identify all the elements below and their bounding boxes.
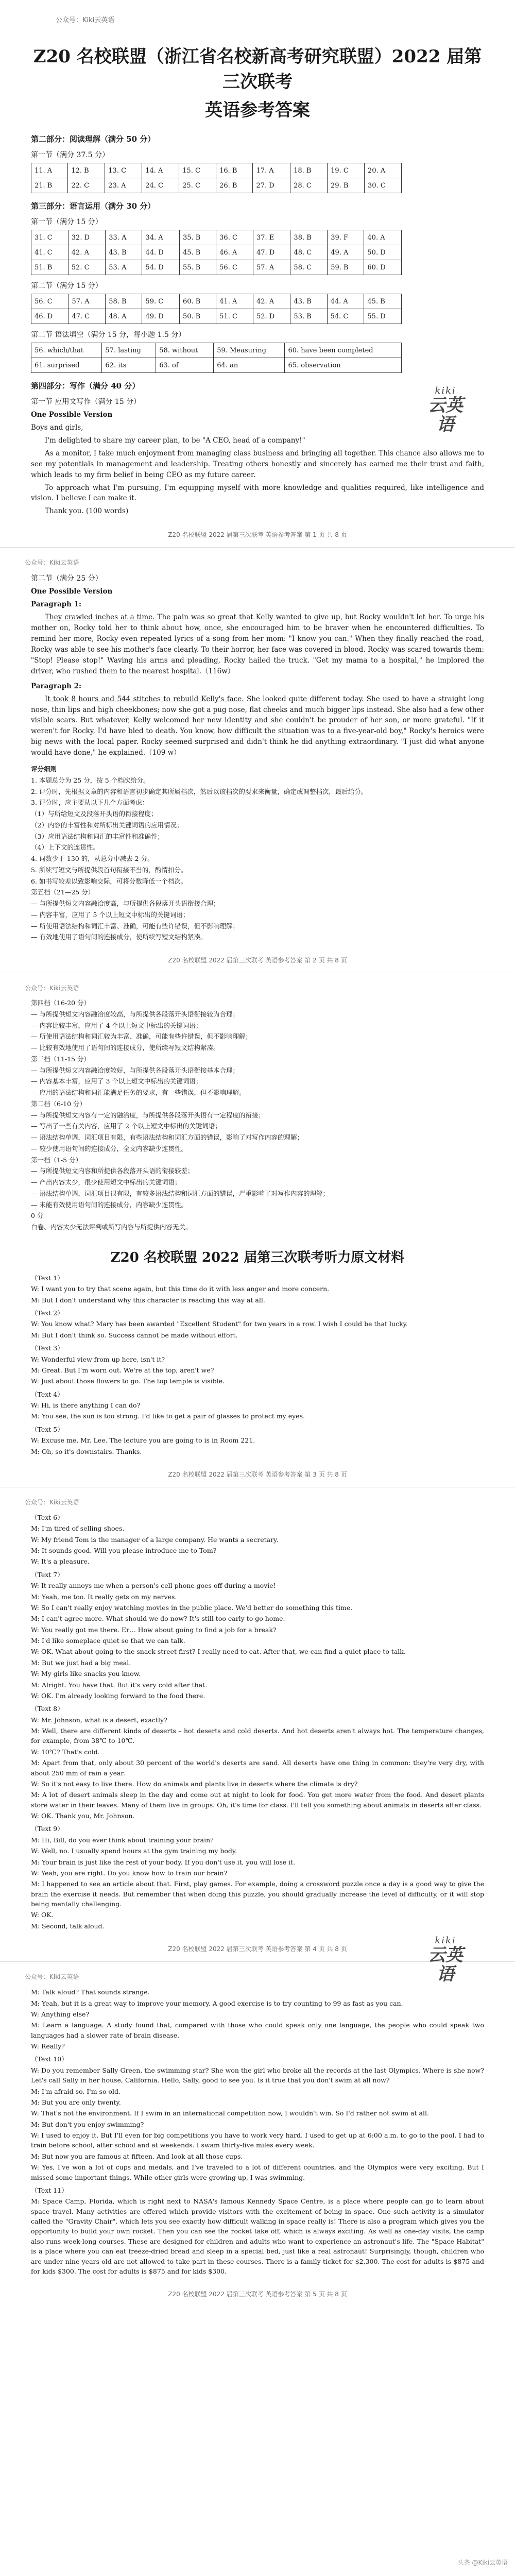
answer-cell: 41. C	[31, 245, 68, 260]
answer-cell: 57. A	[68, 294, 106, 309]
dialogue-line: W: So it's not easy to live there. How do animals and plants live in deserts where the climate is dry?	[31, 1780, 358, 1788]
answer-cell: 23. A	[105, 178, 142, 193]
answer-cell: 48. A	[106, 309, 142, 324]
continuation-paragraph-2	[31, 694, 484, 759]
answer-cell: 59. B	[328, 260, 364, 275]
answer-cell: 43. B	[290, 294, 327, 309]
answer-cell: 46. A	[216, 245, 253, 260]
dialogue-line: M: Apart from that, only about 30 percent of the world's deserts are sand. All deserts have one thing in common: they're very dry, with about 250 mm of rain a year.	[31, 1759, 484, 1777]
text-label: （Text 10）	[31, 2055, 68, 2063]
answer-cell: 59. C	[142, 294, 179, 309]
answer-cell: 52. D	[253, 309, 290, 324]
list-item: — 与所提供短文内容融洽度较好，与所提供各段落开头语衔接基本合理；	[31, 1066, 239, 1074]
list-item: — 语法结构单调，词汇项目有限，有些语法结构和词汇方面的错误，影响了对写作内容的理解；	[31, 1133, 303, 1142]
dialogue-line: W: It really annoys me when a person's cell phone goes off during a movie!	[31, 1582, 276, 1590]
answer-cell: 41. A	[216, 294, 253, 309]
paragraph-label: Paragraph 2:	[31, 682, 82, 690]
answer-cell: 58. B	[106, 294, 142, 309]
answer-cell: 49. A	[328, 245, 364, 260]
answer-cell: 52. C	[68, 260, 105, 275]
dialogue-line: W: Anything else?	[31, 2010, 90, 2018]
dialogue-line: M: It sounds good. Will you please introduce me to Tom?	[31, 1547, 217, 1554]
dialogue-line: M: Your brain is just like the rest of your body. If you don't use it, you will lose it.	[31, 1858, 296, 1866]
answer-cell: 63. of	[156, 358, 214, 373]
part4-section1: 第一节 应用文写作（满分 15 分）	[31, 398, 141, 406]
answer-cell: 29. B	[328, 178, 365, 193]
list-item: 3. 评分时，应主要从以下几个方面考虑：	[31, 799, 149, 807]
answer-cell: 50. D	[364, 245, 402, 260]
table-row	[31, 245, 402, 260]
answer-cell: 11. A	[31, 163, 68, 178]
dialogue-line: W: You know what? Mary has been awarded "Excellent Student" for two years in a row. I wish I could be that lucky.	[31, 1320, 408, 1328]
page-footer: Z20 名校联盟 2022 届第三次联考 英语参考答案 第 2 页 共 8 页	[168, 957, 347, 964]
text-label: （Text 6）	[31, 1513, 64, 1521]
text-label: （Text 9）	[31, 1825, 64, 1833]
list-item: — 内容比较丰富，应用了 4 个以上短文中标出的关键词语；	[31, 1021, 202, 1029]
answer-cell: 56. which/that	[31, 343, 102, 358]
answer-cell: 62. its	[102, 358, 156, 373]
answer-cell: 60. B	[179, 294, 216, 309]
page-footer: Z20 名校联盟 2022 届第三次联考 英语参考答案 第 3 页 共 8 页	[168, 1470, 347, 1478]
dialogue-line: W: My girls like snacks you know.	[31, 1670, 141, 1678]
list-item: — 与所提供短文内容有一定的融洽度，与所提供各段落开头语有一定程度的衔接；	[31, 1111, 265, 1119]
dialogue-line: W: You really got me there. Er… How about going to find a job for a break?	[31, 1625, 277, 1634]
watermark-text: 公众号：Kiki云英语	[56, 16, 115, 24]
answer-table-grammar	[31, 343, 402, 373]
answer-cell: 58. C	[290, 260, 328, 275]
paragraph-label: Paragraph 1:	[31, 600, 82, 609]
text-label: （Text 1）	[31, 1274, 64, 1282]
answer-cell: 58. without	[156, 343, 214, 358]
answer-cell: 60. D	[364, 260, 402, 275]
table-row	[31, 178, 402, 193]
dialogue-line: W: Just about those flowers to go. The top temple is visible.	[31, 1377, 225, 1385]
page-divider	[0, 547, 515, 548]
answer-cell: 18. B	[290, 163, 328, 178]
greeting: Boys and girls,	[31, 423, 83, 432]
dialogue-line: W: Yeah, you are right. Do you know how to train our brain?	[31, 1869, 228, 1877]
dialogue-line: W: Mr. Johnson, what is a desert, exactly?	[31, 1716, 167, 1724]
answer-cell: 44. A	[327, 294, 364, 309]
text-label: （Text 11）	[31, 2186, 68, 2194]
answer-cell: 45. B	[364, 294, 402, 309]
dialogue-line: M: I happened to see an article about that. First, play games. For example, doing a crossword puzzle once a day is a good way to give the brain the exercise it needs. But remember that when doing this puzzle, you should gradually increase the level of difficulty, or it will stop being mentally challenging.	[31, 1880, 484, 1908]
dialogue-line: M: Well, there are different kinds of deserts – hot deserts and cold deserts. And hot deserts aren't always hot. The temperature changes, for example, from 38℃ to 10℃.	[31, 1727, 484, 1745]
answer-cell: 47. C	[68, 309, 106, 324]
opening-sentence: It took 8 hours and 544 stitches to rebuild Kelly's face.	[45, 694, 244, 703]
list-item: — 与所提供短文内容融洽度高，与所提供各段落开头语衔接合理；	[31, 900, 220, 908]
answer-cell: 64. an	[214, 358, 285, 373]
dialogue-line: M: Alright. You have that. But it's very cold after that.	[31, 1681, 208, 1689]
table-row	[31, 294, 402, 309]
list-item: 第五档（21—25 分）	[31, 888, 95, 896]
answer-cell: 45. B	[179, 245, 216, 260]
dialogue-line: W: My friend Tom is the manager of a large company. He wants a secretary.	[31, 1535, 279, 1544]
dialogue-line: M: You see, the sun is too strong. I'd like to get a pair of glasses to protect my eyes.	[31, 1412, 305, 1420]
dialogue-line: W: Do you remember Sally Green, the swimming star? She won the girl who broke all the records at the last Olympics. Where is she now? Let's call Sally in her house, California. Hello, Sally, good to see you. Is it true that you don't swim at all now?	[31, 2066, 484, 2084]
dialogue-line: M: Great. But I'm worn out. We're at the top, aren't we?	[31, 1366, 214, 1374]
continuation-paragraph-1	[31, 612, 484, 677]
watermark-text: 公众号：Kiki云英语	[25, 985, 79, 992]
text-label: （Text 8）	[31, 1705, 64, 1713]
answer-cell: 51. B	[31, 260, 68, 275]
answer-cell: 43. B	[106, 245, 142, 260]
answer-cell: 50. B	[179, 309, 216, 324]
dialogue-line: M: Space Camp, Florida, which is right next to NASA's famous Kennedy Space Centre, is a place where people can go to learn about space travel. Many activities are offered which provide visitors with the excitement of being in space. One such activity is a simulator called the "Gravity Chair", which lets you see exactly how difficult walking in space really is! There is also a program which gives you the opportunity to build your own rocket. Then you can see the rocket take off, which is always exciting. As well as one-day visits, the camp also runs week-long courses. These are designed for children and adults who want to experience an astronaut's life. The "Space Habitat" is a place where you can eat freeze-dried bread and sleep in a special bed, just like a real astronaut! Surprisingly, though, children who are under nine years old are not allowed to take part in these courses. There is a family ticket for $2,300. The cost for adults is $875 and for kids $300. The cost for adults is $875 and for kids $300.	[31, 2197, 484, 2275]
answer-cell: 35. B	[179, 230, 216, 245]
answer-cell: 56. C	[216, 260, 253, 275]
list-item: 白卷、内容太少无法评判或所写内容与所提供内容无关。	[31, 1223, 192, 1231]
grading-levels	[31, 998, 484, 1232]
answer-cell: 38. B	[290, 230, 328, 245]
answer-cell: 55. B	[179, 260, 216, 275]
dialogue-line: M: Learn a language. A study found that, compared with those who could speak only one language, the people who could speak two languages had a slower rate of brain disease.	[31, 2021, 484, 2039]
list-item: — 所使用语法结构和词汇丰富、准确，可能有些许错误，但不影响理解；	[31, 922, 239, 930]
list-item: 第二档（6-10 分）	[31, 1099, 87, 1108]
answer-cell: 53. A	[106, 260, 142, 275]
dialogue-line: W: It's a pleasure.	[31, 1557, 90, 1566]
dialogue-line: W: So I can't really enjoy watching movies in the public place. We'd better do something this time.	[31, 1603, 353, 1612]
brand-logo: kiki 云英语	[428, 385, 463, 435]
answer-cell: 22. C	[68, 178, 105, 193]
dialogue-line: M: I'm afraid so. I'm so old.	[31, 2087, 121, 2095]
dialogue-line: W: I used to enjoy it. But I'll even for big competitions you have to work very hard. I used to get up at 6:00 a.m. to go to the pool. I had to train before school, after school and at weekends. I swam thirty-five miles every week.	[31, 2131, 484, 2149]
answer-cell: 28. C	[290, 178, 328, 193]
table-row	[31, 343, 402, 358]
answer-cell: 55. D	[364, 309, 402, 324]
list-item: — 应用的语法结构和词汇能满足任务的要求，有一些错误，但不影响理解。	[31, 1089, 246, 1097]
answer-cell: 51. C	[216, 309, 253, 324]
dialogue-line: M: A lot of desert animals sleep in the day and come out at night to look for food. You get more water from the food. And desert plants store water in their leaves. Many of them live in groups. Oh, it's time for class. I'll tell you something about animals in deserts after class.	[31, 1791, 484, 1809]
dialogue-line: W: That's not the environment. If I swim in an international competition now, I wouldn't win. So I'd rather not swim at all.	[31, 2109, 429, 2117]
dialogue-line: M: Yeah, but it is a great way to improve your memory. A good exercise is to try counting to 99 as fast as you can.	[31, 1999, 403, 2007]
list-item: （1）与所给短文及段落开头语的衔接程度；	[31, 810, 158, 818]
watermark-text: 公众号：Kiki云英语	[25, 559, 79, 567]
dialogue-line: M: But you are only twenty.	[31, 2098, 121, 2106]
part2-section1: 第一节（满分 37.5 分）	[31, 151, 110, 159]
dialogue-line: W: Really?	[31, 2042, 65, 2050]
answer-cell: 25. C	[179, 178, 216, 193]
answer-cell: 49. D	[142, 309, 179, 324]
answer-cell: 31. C	[31, 230, 68, 245]
answer-cell: 42. A	[253, 294, 290, 309]
answer-cell: 44. D	[142, 245, 179, 260]
brand-logo: kiki 云英语	[428, 1935, 463, 1985]
part2-heading: 第二部分：阅读理解（满分 50 分）	[31, 134, 156, 144]
watermark-text: 公众号：Kiki云英语	[25, 1973, 79, 1981]
dialogue-line: W: 10℃? That's cold.	[31, 1748, 100, 1756]
dialogue-line: W: OK. Thank you, Mr. Johnson.	[31, 1812, 135, 1820]
list-item: — 写出了一些有关内容，应用了 2 个以上短文中标出的关键词语；	[31, 1122, 221, 1130]
dialogue-line: M: I'm tired of selling shoes.	[31, 1524, 125, 1533]
dialogue-line: W: Yes, I've won a lot of cups and medals, and I've traveled to a lot of different countries, and the Olympics were very exciting. But I missed some important things. While other girls were growing up, I was swimming.	[31, 2163, 484, 2181]
list-item: 1. 本题总分为 25 分，按 5 个档次给分。	[31, 776, 150, 784]
list-item: — 与所提供短文内容融洽度较高，与所提供各段落开头语衔接较为合理；	[31, 1010, 239, 1018]
dialogue-line: M: Yeah, me too. It really gets on my nerves.	[31, 1592, 177, 1601]
text-label: （Text 2）	[31, 1309, 64, 1317]
essay-paragraph: I'm delighted to share my career plan, to be "A CEO, head of a company!"	[45, 436, 305, 445]
answer-cell: 40. A	[364, 230, 402, 245]
page-footer: Z20 名校联盟 2022 届第三次联考 英语参考答案 第 5 页 共 8 页	[168, 2291, 347, 2298]
answer-cell: 30. C	[364, 178, 401, 193]
answer-cell: 60. have been completed	[285, 343, 402, 358]
dialogue-line: M: But don't you enjoy swimming?	[31, 2120, 144, 2128]
answer-cell: 47. D	[253, 245, 290, 260]
table-row	[31, 309, 402, 324]
answer-cell: 48. C	[290, 245, 328, 260]
list-item: 第四档（16-20 分）	[31, 999, 91, 1007]
answer-cell: 59. Measuring	[214, 343, 285, 358]
answer-table-reading	[31, 163, 402, 193]
part3-heading: 第三部分：语言运用（满分 30 分）	[31, 201, 156, 211]
table-row	[31, 163, 402, 178]
list-item: — 内容丰富，应用了 5 个以上短文中标出的关键词语；	[31, 910, 190, 919]
list-item: — 产出内容太少，很少使用短文中标出的关键词语；	[31, 1178, 181, 1187]
table-row	[31, 260, 402, 275]
list-item: — 未能有效使用语句间的连接成分，内容缺少连贯性。	[31, 1200, 187, 1209]
page-footer: Z20 名校联盟 2022 届第三次联考 英语参考答案 第 4 页 共 8 页	[168, 1945, 347, 1953]
essay-paragraph: To approach what I'm pursuing, I'm equipping myself with more knowledge and qualities required, like intelligence and vision. I believe I can make it.	[31, 483, 484, 503]
part4-section2: 第二节（满分 25 分）	[31, 574, 102, 583]
dialogue-line: M: I'd like someplace quiet so that we can talk.	[31, 1637, 185, 1645]
document	[25, 0, 484, 2298]
answer-cell: 53. B	[290, 309, 327, 324]
answer-cell: 56. C	[31, 294, 68, 309]
answer-cell: 57. lasting	[102, 343, 156, 358]
answer-cell: 65. observation	[285, 358, 402, 373]
dialogue-line: W: Wonderful view from up here, isn't it?	[31, 1355, 165, 1363]
text-label: （Text 5）	[31, 1425, 64, 1433]
paragraph-body: The pain was so great that Kelly wanted to give up, but Rocky wouldn't let her. To urge his mother on, Rocky told her to think about how, once, she encouraged him to be braver when he encountered difficulties. To remind her more, Rocky even repeated lyrics of a song from her mom: "I know you can." When they finally reached the road, Rocky was able to see his mother's face clearly. To their horror, her face was covered in blood. Rocky was scared towards them: "Stop! Please stop!" Waving his arms and pleading, Rocky hailed the truck. "Get my mama to a hospital," he implored the driver, who rushed them to the nearest hospital.（116w）	[31, 613, 484, 675]
dialogue-line: W: I want you to try that scene again, but this time do it with less anger and more concern.	[31, 1285, 330, 1293]
listening-script-continued	[31, 1987, 484, 2276]
answer-cell: 54. C	[327, 309, 364, 324]
list-item: — 较少使用语句间的连接成分，全文内容缺少连贯性。	[31, 1144, 187, 1153]
dialogue-line: M: Oh, so it's downstairs. Thanks.	[31, 1447, 142, 1455]
dialogue-line: M: But I don't think so. Success cannot be made without effort.	[31, 1331, 238, 1339]
dialogue-line: W: OK. I'm already looking forward to the food there.	[31, 1691, 205, 1700]
listening-script-title: Z20 名校联盟 2022 届第三次联考听力原文材料	[110, 1249, 405, 1265]
list-item: 2. 评分时，先根据文章的内容和语言初步确定其所属档次，然后以该档次的要求来衡量，确定或调整档次，最后给分。	[31, 787, 368, 795]
dialogue-line: W: OK.	[31, 1911, 54, 1919]
bottom-watermark: 头条 @Kiki云英语	[457, 2559, 508, 2566]
table-row	[31, 358, 402, 373]
dialogue-line: M: But we just had a big meal.	[31, 1658, 131, 1667]
list-item: 第三档（11-15 分）	[31, 1055, 91, 1063]
list-item: 0 分	[31, 1212, 44, 1220]
page-footer: Z20 名校联盟 2022 届第三次联考 英语参考答案 第 1 页 共 8 页	[168, 531, 347, 539]
answer-cell: 12. B	[68, 163, 105, 178]
list-item: 6. 如书写较差以致影响交际，可将分数降低一个档次。	[31, 877, 187, 885]
dialogue-line: W: Well, no. I usually spend hours at the gym training my body.	[31, 1847, 237, 1855]
dialogue-line: M: I can't agree more. What should we do now? It's still too early to go home.	[31, 1615, 285, 1623]
part3-section2: 第二节（满分 15 分）	[31, 282, 102, 290]
text-label: （Text 7）	[31, 1570, 64, 1579]
list-item: （4）上下文的连贯性。	[31, 843, 99, 852]
text-label: （Text 4）	[31, 1390, 64, 1398]
answer-cell: 24. C	[142, 178, 179, 193]
list-item: — 比较有效地使用了语句间的连接成分，使所续写短文结构紧凑。	[31, 1044, 220, 1052]
list-item: — 语法结构单调，词汇项目很有限，有较多语法结构和词汇方面的错误，严重影响了对写作内容的理解；	[31, 1189, 329, 1197]
version-label: One Possible Version	[31, 587, 113, 596]
doc-title: Z20 名校联盟（浙江省名校新高考研究联盟）2022 届第三次联考	[33, 46, 482, 92]
answer-cell: 39. F	[328, 230, 364, 245]
doc-subtitle: 英语参考答案	[205, 100, 310, 121]
dialogue-line: M: Talk aloud? That sounds strange.	[31, 1988, 150, 1996]
answer-table-cloze	[31, 230, 402, 275]
answer-cell: 27. D	[253, 178, 290, 193]
dialogue-line: W: Excuse me, Mr. Lee. The lecture you are going to is in Room 221.	[31, 1436, 255, 1445]
list-item: （2）内容的丰富性和对所标出关键词语的应用情况；	[31, 821, 183, 829]
essay-paragraph: Thank you. (100 words)	[45, 507, 129, 516]
answer-cell: 57. A	[253, 260, 290, 275]
answer-cell: 20. A	[364, 163, 401, 178]
dialogue-line: M: But I don't understand why this character is reacting this way at all.	[31, 1296, 265, 1304]
list-item: — 与所提供短文内容和所提供各段落开头语的衔接较差；	[31, 1167, 194, 1175]
grading-rules	[31, 765, 484, 942]
list-item: — 所使用语法结构和词汇较为丰富、准确，可能有些许错误，但不影响理解；	[31, 1032, 252, 1041]
opening-sentence: They crawled inches at a time.	[45, 613, 155, 622]
answer-cell: 33. A	[106, 230, 142, 245]
dialogue-line: M: Second, talk aloud.	[31, 1922, 105, 1930]
dialogue-line: M: But now you are famous at fifteen. And look at all those cups.	[31, 2152, 243, 2160]
answer-cell: 13. C	[105, 163, 142, 178]
dialogue-line: M: Hi, Bill, do you ever think about training your brain?	[31, 1836, 214, 1844]
list-item: （3）应用语法结构和词汇的丰富性和准确性；	[31, 832, 164, 840]
grammar-title: 第二节 语法填空（满分 15 分，每小题 1.5 分）	[31, 331, 186, 339]
essay-paragraph: As a monitor, I take much enjoyment from managing class business and bringing all together. This chance also allows me to see my potentials in management and leadership. Treating others honestly and sincerely has earned me their trust and faith, which leads to my firm belief in being CEO as my future career.	[31, 449, 484, 479]
writing-section	[31, 380, 484, 517]
answer-cell: 19. C	[328, 163, 365, 178]
part3-section1: 第一节（满分 15 分）	[31, 218, 102, 226]
text-label: （Text 3）	[31, 1344, 64, 1352]
list-item: 第一档（1-5 分）	[31, 1156, 82, 1164]
answer-cell: 15. C	[179, 163, 216, 178]
grading-title: 评分细则	[31, 765, 57, 773]
table-row	[31, 230, 402, 245]
part4-heading: 第四部分：写作（满分 40 分）	[31, 381, 140, 391]
watermark-text: 公众号：Kiki云英语	[25, 1498, 79, 1506]
answer-cell: 46. D	[31, 309, 68, 324]
answer-cell: 34. A	[142, 230, 179, 245]
answer-cell: 26. B	[216, 178, 253, 193]
answer-cell: 37. E	[253, 230, 290, 245]
listening-script	[31, 1273, 484, 1456]
answer-cell: 16. B	[216, 163, 253, 178]
answer-cell: 54. D	[142, 260, 179, 275]
answer-cell: 42. A	[68, 245, 105, 260]
answer-cell: 21. B	[31, 178, 68, 193]
list-item: — 有效地使用了语句间的连接成分，使所续写短文结构紧凑。	[31, 933, 207, 941]
dialogue-line: W: Hi, is there anything I can do?	[31, 1401, 141, 1409]
dialogue-line: W: OK. What about going to the snack street first? I really need to eat. After that, we can find a quiet place to talk.	[31, 1648, 406, 1656]
list-item: 5. 所续写短文与所提供段首句衔接不当的，酌情扣分。	[31, 866, 187, 874]
paragraph-body: She looked quite different today. She used to have a straight long nose, thin lips and high cheekbones; now she got a pug nose, flat cheeks and much bigger lips instead. She also had a few other visible scars. But whatever, Kelly welcomed her new identity and she couldn't be prouder of her son, or more grateful. "If it weren't for Rocky, I'd have bled to death. You know, how difficult the situation was to a five-year-old boy," Rocky's heroics were big news with the local paper. Rocky seemed surprised and didn't think he did anything extraordinary. "I just did what anyone would have done," he explained.（109 w）	[31, 694, 484, 757]
answer-cell: 61. surprised	[31, 358, 102, 373]
list-item: 4. 词数少于 130 的，从总分中减去 2 分。	[31, 855, 154, 863]
answer-cell: 17. A	[253, 163, 290, 178]
version-label: One Possible Version	[31, 411, 113, 419]
answer-cell: 36. C	[216, 230, 253, 245]
answer-cell: 14. A	[142, 163, 179, 178]
list-item: — 内容基本丰富，应用了 3 个以上短文中标出的关键词语；	[31, 1077, 202, 1086]
answer-table-section2	[31, 294, 402, 324]
answer-cell: 32. D	[68, 230, 105, 245]
